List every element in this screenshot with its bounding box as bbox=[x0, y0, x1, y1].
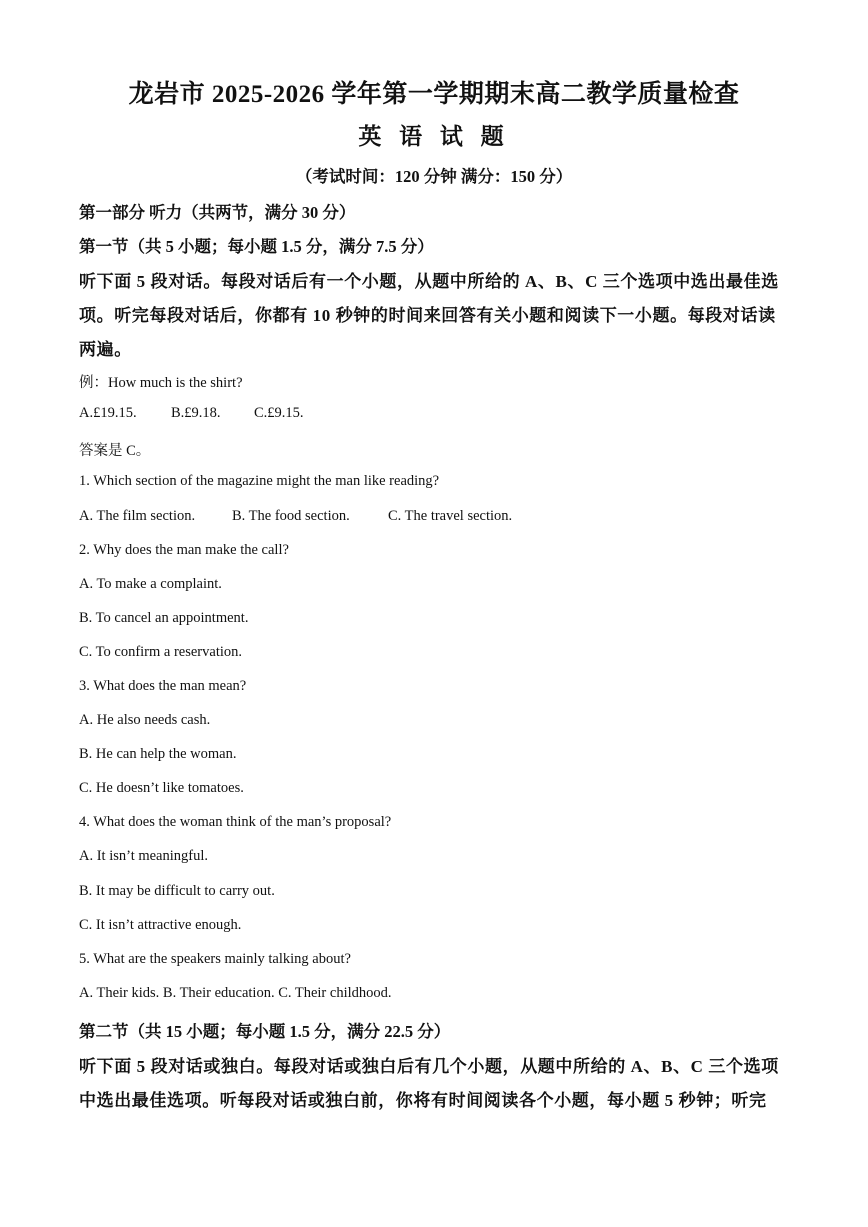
question-4-option-c: C. It isn’t attractive enough. bbox=[79, 917, 242, 933]
page-title: 龙岩市 2025-2026 学年第一学期期末高二教学质量检查 bbox=[128, 81, 740, 108]
question-2-option-b: B. To cancel an appointment. bbox=[79, 610, 249, 626]
example-question: 例：How much is the shirt? bbox=[79, 375, 243, 391]
example-option-c: C.£9.15. bbox=[254, 405, 304, 421]
question-1-option-a: A. The film section. bbox=[79, 508, 196, 524]
question-2-option-a: A. To make a complaint. bbox=[79, 576, 222, 592]
example-option-a: A.£19.15. bbox=[79, 405, 137, 421]
section2-instructions-line: 中选出最佳选项。听每段对话或独白前，你将有时间阅读各个小题，每小题 5 秒钟；听完 bbox=[79, 1091, 767, 1110]
question-1-option-b: B. The food section. bbox=[232, 508, 350, 524]
question-1-stem: 1. Which section of the magazine might the man like reading? bbox=[79, 473, 440, 489]
exam-subject-title: 英 语 试 题 bbox=[358, 124, 510, 149]
question-4-stem: 4. What does the woman think of the man’s proposal? bbox=[79, 814, 392, 830]
exam-info: （考试时间：120 分钟 满分：150 分） bbox=[295, 167, 573, 186]
question-5-stem: 5. What are the speakers mainly talking about? bbox=[79, 951, 351, 967]
question-2-stem: 2. Why does the man make the call? bbox=[79, 542, 289, 558]
question-3-option-a: A. He also needs cash. bbox=[79, 712, 211, 728]
example-answer: 答案是 C。 bbox=[79, 443, 151, 459]
question-4-option-a: A. It isn’t meaningful. bbox=[79, 848, 209, 864]
section1-instructions-line: 项。听完每段对话后，你都有 10 秒钟的时间来回答有关小题和阅读下一小题。每段对话读 bbox=[79, 306, 776, 325]
example-options bbox=[79, 405, 304, 422]
section1-instructions-line: 两遍。 bbox=[79, 340, 132, 359]
section2-instructions-line: 听下面 5 段对话或独白。每段对话或独白后有几个小题，从题中所给的 A、B、C 三个选项 bbox=[79, 1057, 779, 1076]
section1-heading: 第一节（共 5 小题；每小题 1.5 分，满分 7.5 分） bbox=[79, 237, 434, 256]
section2-heading: 第二节（共 15 小题；每小题 1.5 分，满分 22.5 分） bbox=[79, 1022, 451, 1041]
question-1-options bbox=[79, 508, 512, 525]
question-1-option-c: C. The travel section. bbox=[388, 508, 513, 524]
question-5-options: A. Their kids. B. Their education. C. Their childhood. bbox=[79, 985, 392, 1001]
example-option-b: B.£9.18. bbox=[171, 405, 221, 421]
question-3-option-c: C. He doesn’t like tomatoes. bbox=[79, 780, 244, 796]
section1-instructions-line: 听下面 5 段对话。每段对话后有一个小题，从题中所给的 A、B、C 三个选项中选出最佳选 bbox=[79, 272, 779, 291]
question-2-option-c: C. To confirm a reservation. bbox=[79, 644, 243, 660]
question-4-option-b: B. It may be difficult to carry out. bbox=[79, 883, 275, 899]
question-3-option-b: B. He can help the woman. bbox=[79, 746, 237, 762]
question-3-stem: 3. What does the man mean? bbox=[79, 678, 247, 694]
part1-heading: 第一部分 听力（共两节，满分 30 分） bbox=[79, 203, 356, 222]
